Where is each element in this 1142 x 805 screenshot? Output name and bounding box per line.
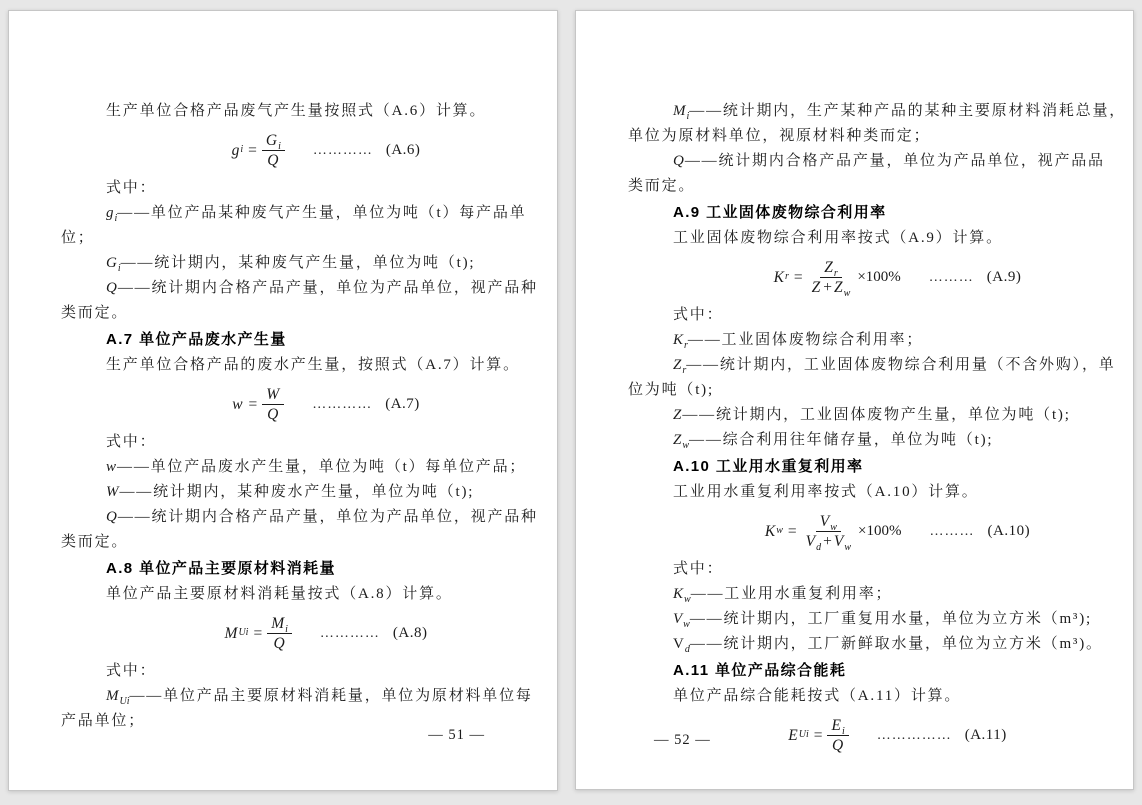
definition-text: ——统计期内，工厂新鲜取水量，单位为立方米（m³)。	[689, 636, 1103, 652]
formula-line	[628, 508, 1097, 554]
formula-number: (A.11)	[964, 726, 1007, 743]
math-variable: G	[106, 255, 117, 271]
math-variable: Q	[106, 280, 117, 296]
definition-line	[628, 353, 1116, 378]
math-subscript: w	[684, 594, 691, 605]
equals-sign: =	[248, 395, 258, 413]
math-subscript: i	[841, 725, 845, 737]
dot-leader: …………	[312, 396, 373, 412]
equals-sign: =	[787, 522, 797, 540]
dot-leader: …………	[312, 142, 373, 158]
definition-text: ——统计期内合格产品产量，单位为产品单位，视产品品	[684, 153, 1105, 169]
math-subscript: d	[816, 541, 822, 553]
body-line: 式中：	[673, 561, 724, 577]
math-variable: V	[819, 512, 830, 530]
math-variable: Z	[834, 278, 843, 296]
math-variable: K	[773, 268, 784, 286]
definition-text: ——统计期内，某种废气产生量，单位为吨（t);	[120, 255, 476, 271]
continuation-line: 位；	[61, 230, 95, 246]
definition-text: ——统计期内，工业固体废物综合利用量（不含外购），单	[686, 357, 1116, 373]
section-heading: A.7 单位产品废水产生量	[106, 331, 287, 348]
numerator	[267, 615, 292, 634]
definition-text: ——单位产品某种废气产生量，单位为吨（t）每产品单	[117, 205, 527, 221]
definition-text: ——工业用水重复利用率；	[690, 586, 893, 602]
math-variable: Q	[831, 736, 844, 754]
formula-line	[61, 610, 521, 656]
equals-sign: =	[793, 268, 803, 286]
fraction	[802, 512, 855, 553]
math-subscript: i	[114, 213, 118, 224]
formula-body: K w = $\frac{V_w}{V_d + V_w}$ ×100%	[764, 512, 902, 553]
definition-line	[61, 201, 527, 226]
dot-leader: ………	[929, 523, 975, 539]
math-variable: Q	[273, 634, 285, 652]
math-variable: K	[673, 332, 684, 348]
fraction	[267, 615, 292, 652]
fraction	[827, 717, 848, 754]
denominator	[802, 532, 855, 553]
definition-text: ——综合利用往年储存量，单位为吨（t);	[689, 432, 994, 448]
definition-line	[628, 99, 1127, 124]
math-subscript: w	[830, 521, 837, 533]
math-subscript: r	[833, 267, 838, 279]
denominator	[828, 736, 848, 754]
definition-text: ——统计期内合格产品产量，单位为产品单位，视产品种	[117, 280, 538, 296]
equals-sign: =	[248, 141, 257, 159]
definition-text: ——统计期内，某种废水产生量，单位为吨（t);	[119, 484, 475, 500]
section-heading: A.9 工业固体废物综合利用率	[673, 204, 887, 221]
definition-line	[61, 505, 538, 530]
math-subscript: r	[684, 340, 688, 351]
math-variable: Q	[106, 509, 117, 525]
math-variable: M	[673, 103, 686, 119]
math-variable: w	[106, 459, 117, 475]
math-subscript: w	[683, 619, 690, 630]
math-subscript: i	[285, 623, 288, 635]
dot-leader: …………	[319, 625, 380, 641]
definition-line	[61, 684, 533, 709]
definition-text: ——统计期内合格产品产量，单位为产品单位，视产品种	[117, 509, 538, 525]
equals-sign: =	[813, 726, 823, 744]
formula-line	[61, 381, 521, 427]
math-variable: Q	[267, 151, 279, 169]
dot-leader: ……………	[876, 727, 952, 743]
math-variable: M	[271, 614, 285, 632]
formula-body: K r = $\frac{Z_r}{Z + Z_w}$ ×100%	[773, 258, 901, 299]
definition-text: ——统计期内，工业固体废物产生量，单位为吨（t);	[682, 407, 1071, 423]
math-variable: W	[266, 385, 280, 403]
math-variable: Z	[673, 357, 682, 373]
numerator	[262, 132, 285, 151]
definition-line	[628, 403, 1097, 428]
math-subscript: i	[686, 111, 690, 122]
math-variable: M	[224, 624, 238, 642]
definition-text: ——统计期内，生产某种产品的某种主要原材料消耗总量，	[689, 103, 1127, 119]
formula-number: (A.6)	[385, 141, 421, 158]
denominator	[808, 278, 855, 299]
numerator	[816, 513, 841, 532]
formula-number: (A.9)	[986, 268, 1022, 285]
formula-line	[628, 254, 1097, 300]
section-heading: A.10 工业用水重复利用率	[673, 458, 864, 475]
definition-text: ——统计期内，工厂重复用水量，单位为立方米（m³);	[689, 611, 1092, 627]
fraction	[808, 258, 855, 299]
section-heading: A.8 单位产品主要原材料消耗量	[106, 560, 336, 577]
denominator	[269, 634, 289, 652]
continuation-line: 类而定。	[61, 534, 129, 550]
definition-line	[61, 251, 521, 276]
body-line: 单位产品主要原材料消耗量按式（A.8）计算。	[106, 586, 453, 602]
body-line: 式中：	[673, 307, 724, 323]
definition-line	[61, 480, 521, 505]
continuation-line: 类而定。	[628, 178, 696, 194]
math-variable: E	[788, 726, 798, 744]
continuation-line: 位为吨（t);	[628, 382, 714, 398]
definition-text: ——单位产品主要原材料消耗量，单位为原材料单位每	[129, 688, 533, 704]
formula-body: g i = $\frac{G_i}{Q}$	[232, 132, 285, 169]
body-line: 式中：	[106, 434, 157, 450]
definition-line	[61, 455, 527, 480]
denominator	[263, 151, 283, 169]
math-variable: Z	[824, 258, 833, 276]
continuation-line: 单位为原材料单位，视原材料种类而定；	[628, 128, 931, 144]
percent-multiplier: ×100%	[857, 268, 901, 285]
equals-sign: =	[253, 624, 263, 642]
math-variable: V	[673, 636, 684, 652]
math-variable: Q	[267, 405, 279, 423]
math-variable: M	[106, 688, 119, 704]
math-variable: Q	[673, 153, 684, 169]
definition-line	[628, 428, 1097, 453]
math-variable: g	[231, 141, 240, 159]
math-variable: Z	[673, 432, 682, 448]
math-variable: Z	[811, 278, 821, 296]
definition-text: ——工业固体废物综合利用率；	[687, 332, 924, 348]
definition-line	[628, 632, 1103, 657]
math-variable: K	[673, 586, 684, 602]
math-variable: V	[805, 532, 816, 550]
page-51	[8, 10, 558, 791]
definition-line	[628, 328, 1097, 353]
formula-line	[61, 127, 521, 173]
body-line: 式中：	[106, 663, 157, 679]
math-subscript: w	[843, 287, 851, 299]
math-subscript: i	[278, 140, 281, 152]
continuation-line: 产品单位；	[61, 713, 146, 729]
math-operator: +	[823, 532, 832, 550]
numerator	[827, 717, 848, 736]
body-line: 生产单位合格产品废气产生量按照式（A.6）计算。	[106, 103, 487, 119]
fraction	[262, 386, 284, 423]
percent-multiplier: ×100%	[858, 522, 902, 539]
page-body	[576, 11, 1133, 758]
math-operator: +	[823, 278, 833, 296]
math-variable: g	[106, 205, 114, 221]
math-subscript: i	[117, 263, 121, 274]
body-line: 工业用水重复利用率按式（A.10）计算。	[673, 484, 979, 500]
math-variable: K	[764, 522, 776, 540]
body-line: 生产单位合格产品的废水产生量，按照式（A.7）计算。	[106, 357, 520, 373]
page-number: — 52 —	[654, 732, 711, 748]
formula-body: M Ui = $\frac{M_i}{Q}$	[225, 615, 292, 652]
page-52	[575, 10, 1134, 790]
formula-body: E Ui = $\frac{E_i}{Q}$	[788, 717, 848, 754]
definition-line	[628, 149, 1105, 174]
math-subscript: w	[844, 541, 852, 553]
math-variable: V	[833, 532, 844, 550]
numerator	[262, 386, 284, 405]
section-heading: A.11 单位产品综合能耗	[673, 662, 847, 679]
definition-line	[628, 607, 1097, 632]
math-variable: V	[673, 611, 683, 627]
math-subscript: Ui	[119, 696, 130, 707]
definition-line	[628, 582, 1097, 607]
body-line: 式中：	[106, 180, 157, 196]
continuation-line: 类而定。	[61, 305, 129, 321]
math-subscript: w	[682, 440, 690, 451]
page-number: — 51 —	[428, 727, 485, 743]
formula-body	[232, 386, 284, 423]
formula-number: (A.10)	[987, 522, 1031, 539]
dot-leader: ………	[928, 269, 974, 285]
math-variable: w	[232, 395, 243, 413]
formula-number: (A.8)	[392, 624, 428, 641]
math-subscript: r	[682, 365, 687, 376]
numerator	[820, 259, 842, 278]
denominator	[263, 405, 283, 423]
formula-number: (A.7)	[385, 395, 420, 412]
math-subscript: d	[684, 644, 690, 655]
math-variable: G	[265, 131, 278, 149]
math-variable: E	[831, 716, 841, 734]
body-line: 单位产品综合能耗按式（A.11）计算。	[673, 688, 962, 704]
math-variable: W	[106, 484, 119, 500]
math-variable: Z	[673, 407, 682, 423]
definition-text: ——单位产品废水产生量，单位为吨（t）每单位产品；	[117, 459, 527, 475]
definition-line	[61, 276, 538, 301]
body-line: 工业固体废物综合利用率按式（A.9）计算。	[673, 230, 1003, 246]
fraction	[262, 132, 285, 169]
page-body	[9, 11, 557, 734]
